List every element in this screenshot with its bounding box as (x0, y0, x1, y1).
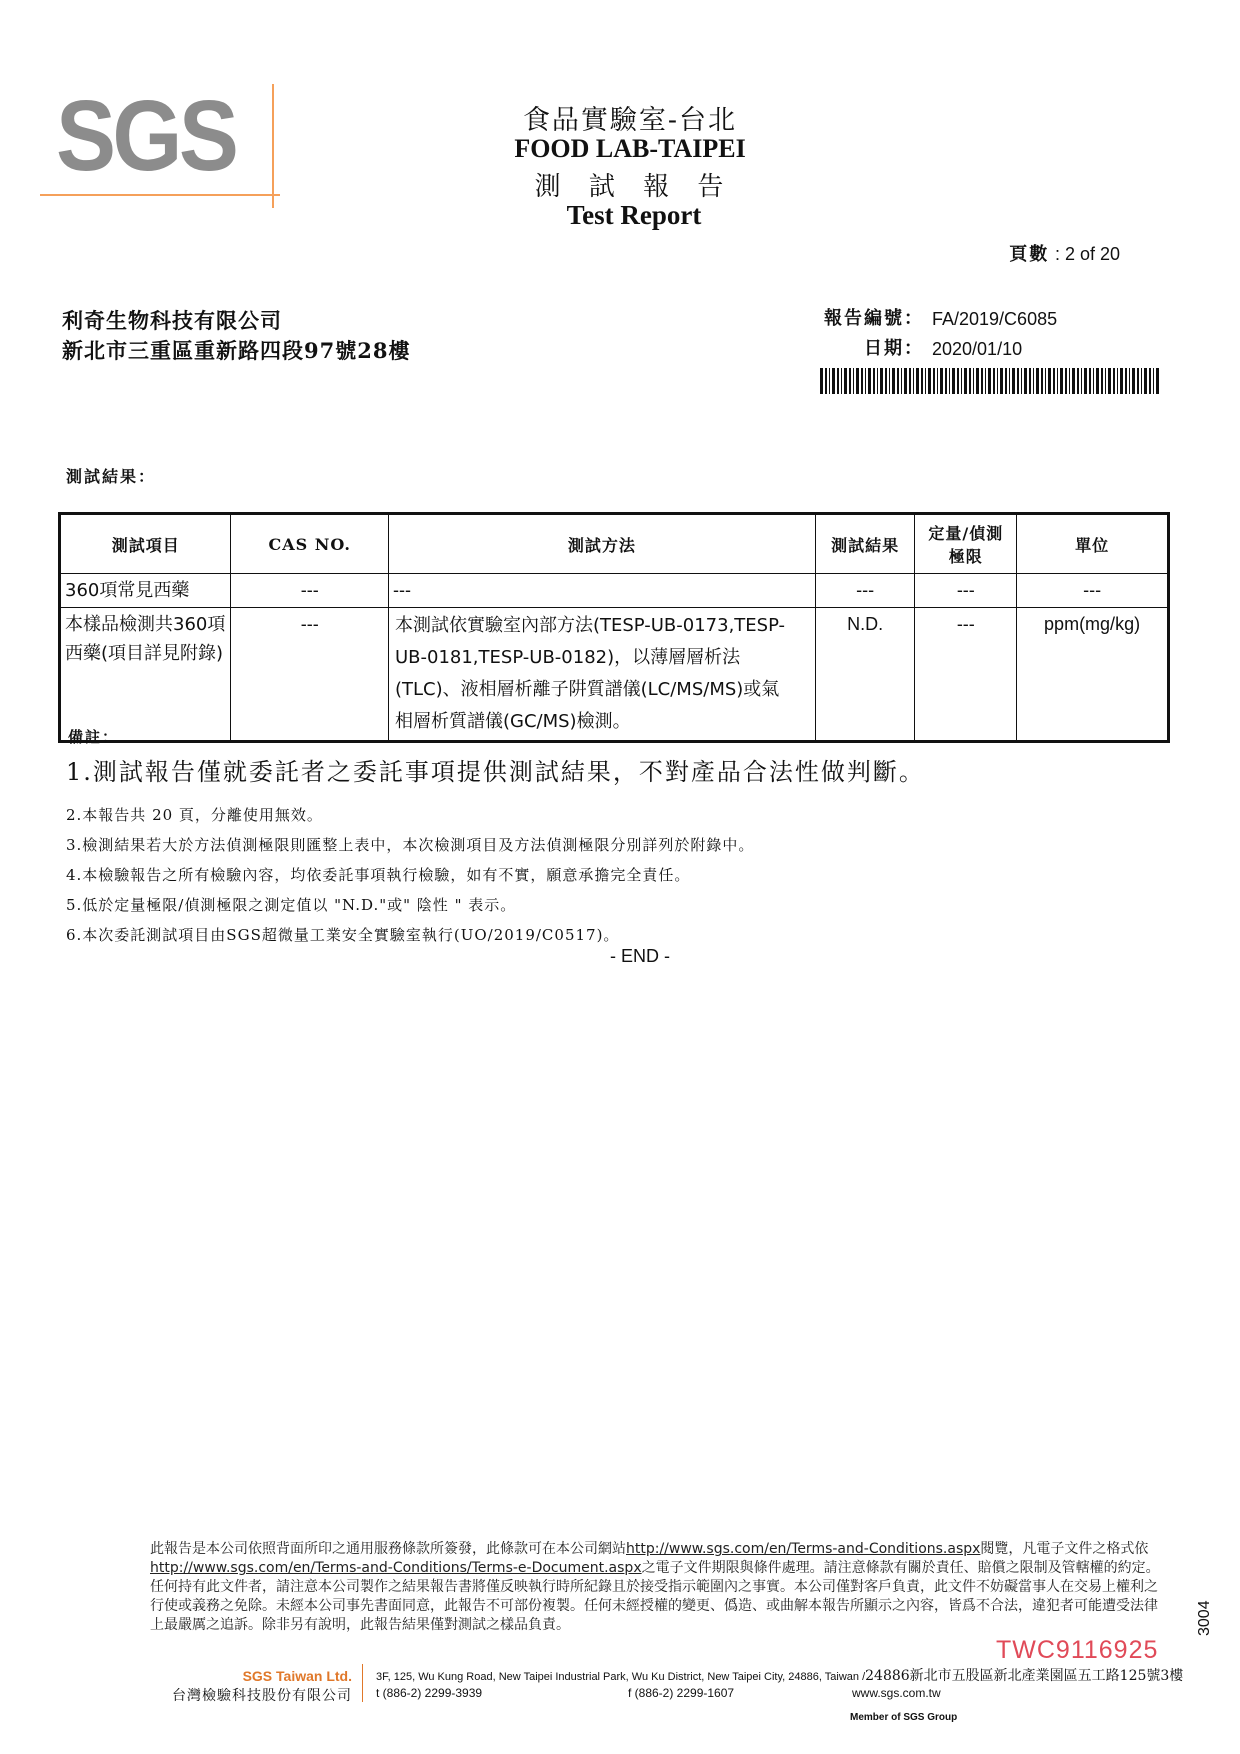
lab-title-en: FOOD LAB-TAIPEI (514, 134, 746, 163)
barcode-bar (841, 368, 842, 394)
e-document-terms-link[interactable]: http://www.sgs.com/en/Terms-and-Conditions/Terms-e-Document.aspx (150, 1560, 642, 1576)
header-result: 測試結果 (815, 514, 915, 574)
barcode-bar (856, 368, 859, 394)
table-row (60, 574, 1169, 608)
barcode-bar (873, 368, 875, 394)
footer-company (172, 1666, 352, 1706)
footer-fax: f (886-2) 2299-1607 (628, 1686, 735, 1700)
table-row (60, 608, 1169, 742)
address-cn: 24886新北市五股區新北產業園區五工路125號3樓 (865, 1668, 1184, 1684)
barcode-bar (952, 368, 955, 394)
header-item: 測試項目 (60, 514, 231, 574)
header-unit: 單位 (1017, 514, 1169, 574)
barcode-bar (1005, 368, 1007, 394)
barcode-bar (1021, 368, 1022, 394)
barcode-bar (1137, 368, 1139, 394)
footer-divider (362, 1664, 363, 1702)
barcode-bar (829, 368, 830, 394)
terms-link[interactable]: http://www.sgs.com/en/Terms-and-Conditions.aspx (626, 1541, 981, 1557)
header-method: 測試方法 (388, 514, 815, 574)
disclaimer-part-1: 此報告是本公司依照背面所印之通用服務條款所簽發，此條款可在本公司網站 (150, 1541, 626, 1557)
disclaimer (150, 1540, 1170, 1635)
barcode-bar (933, 368, 935, 394)
barcode-bar (993, 368, 995, 394)
barcode-bar (916, 368, 919, 394)
page-number-label: 頁數 (1009, 244, 1050, 265)
barcode-bar (1084, 368, 1087, 394)
barcode-bar (1081, 368, 1082, 394)
report-number-label: 報告編號： (824, 308, 924, 329)
disclaimer-part-3: 之電子文件期限與條件處理。請注意條款有關於責任、賠償之限制及管轄權的約定。任何持有此文件者，請注意本公司製作之結果報告書將僅反映執行時所紀錄且於接受指示範圍內之事實。本公司僅對客戶負責，此文件不妨礙當事人在交易上權利之行使或義務之免除。未經本公司事先書面同意，此報告不可部份複製。任何未經授權的變更、僞造、或曲解本報告所顯示之內容，皆爲不合法，違犯者可能遭受法律上最嚴厲之追訴。除非另有說明，此報告結果僅對測試之樣品負責。 (150, 1560, 1160, 1633)
barcode-bar (976, 368, 979, 394)
barcode-bar (1089, 368, 1091, 394)
barcode-bar (1113, 368, 1115, 394)
barcode-bar (1129, 368, 1130, 394)
barcode-bar (1041, 368, 1043, 394)
cell-limit: --- (915, 574, 1017, 608)
barcode-bar (1033, 368, 1034, 394)
barcode-bar (1093, 368, 1094, 394)
report-number: FA/2019/C6085 (932, 309, 1058, 329)
barcode-bar (865, 368, 866, 394)
barcode-bar (1012, 368, 1015, 394)
address-en: 3F, 125, Wu Kung Road, New Taipei Industrial Park, Wu Ku District, New Taipei City, 24886, Taiwan / (376, 1671, 866, 1683)
barcode-bar (1096, 368, 1099, 394)
report-date: 2020/01/10 (932, 339, 1023, 359)
page-number-value: : 2 of 20 (1054, 244, 1120, 264)
barcode-bar (961, 368, 962, 394)
barcode-bar (973, 368, 974, 394)
header-cas: CAS NO. (231, 514, 389, 574)
report-meta (820, 304, 1072, 364)
client-address: 新北市三重區重新路四段97號28樓 (62, 338, 411, 363)
barcode-bar (885, 368, 887, 394)
barcode-bar (969, 368, 971, 394)
report-title-cn: 測 試 報 告 (534, 172, 734, 202)
barcode-bar (1057, 368, 1058, 394)
barcode-bar (1017, 368, 1019, 394)
barcode-bar (1053, 368, 1055, 394)
serial-number: TWC9116925 (996, 1636, 1159, 1664)
cell-result: --- (815, 574, 915, 608)
barcode-bar (825, 368, 827, 394)
barcode-bar (1024, 368, 1027, 394)
barcode-bar (1077, 368, 1079, 394)
company-name-en: SGS Taiwan Ltd. (242, 1668, 352, 1684)
footer-website[interactable]: www.sgs.com.tw (852, 1686, 941, 1700)
report-date-label: 日期： (864, 338, 924, 359)
barcode-bar (925, 368, 926, 394)
cell-limit: --- (915, 608, 1017, 742)
barcode-bar (892, 368, 895, 394)
barcode-bar (853, 368, 854, 394)
results-title: 測試結果： (66, 467, 157, 486)
cell-method (388, 608, 815, 742)
barcode-bar (880, 368, 883, 394)
sgs-logo: SGS (56, 80, 236, 192)
barcode-bar (837, 368, 839, 394)
barcode-bar (937, 368, 938, 394)
notes-list (66, 800, 754, 950)
barcode-bar (945, 368, 947, 394)
page-number (1009, 240, 1120, 266)
barcode-bar (1141, 368, 1142, 394)
header-limit-line2: 極限 (948, 547, 983, 566)
footer-telephone: t (886-2) 2299-3939 (376, 1686, 483, 1700)
company-name-cn: 台灣檢驗科技股份有限公司 (172, 1688, 352, 1704)
cell-method-line3: (TLC)、液相層析離子阱質譜儀(LC/MS/MS)或氣 (394, 679, 780, 700)
barcode-bar (1144, 368, 1147, 394)
barcode-bar (988, 368, 991, 394)
cell-result: N.D. (815, 608, 915, 742)
barcode-bar (861, 368, 863, 394)
barcode-bar (868, 368, 871, 394)
lab-title-cn: 食品實驗室-台北 (522, 105, 738, 136)
note-4: 4.本檢驗報告之所有檢驗內容，均依委託事項執行檢驗，如有不實，願意承擔完全責任。 (66, 866, 691, 884)
barcode-bar (949, 368, 950, 394)
barcode-bar (889, 368, 890, 394)
barcode-bar (1000, 368, 1003, 394)
barcode-bar (1065, 368, 1067, 394)
barcode-bar (1153, 368, 1154, 394)
barcode-bar (1072, 368, 1075, 394)
barcode-bar (1036, 368, 1039, 394)
barcode-bar (901, 368, 902, 394)
barcode-bar (1101, 368, 1103, 394)
cell-cas: --- (231, 608, 389, 742)
barcode-bar (985, 368, 986, 394)
barcode-bar (1108, 368, 1111, 394)
barcode-bar (1045, 368, 1046, 394)
barcode-bar (1048, 368, 1051, 394)
table-header-row (60, 514, 1169, 574)
report-title-en: Test Report (566, 200, 702, 230)
barcode-bar (1132, 368, 1135, 394)
cell-unit: --- (1017, 574, 1169, 608)
barcode-bar (844, 368, 847, 394)
results-table (58, 512, 1170, 743)
barcode-bar (928, 368, 931, 394)
barcode-bar (957, 368, 959, 394)
barcode-bar (1117, 368, 1118, 394)
member-of-sgs: Member of SGS Group (850, 1712, 958, 1723)
cell-item-line1: 本樣品檢測共360項 (65, 614, 226, 635)
client-name: 利奇生物科技有限公司 (62, 308, 282, 333)
end-marker: - END - (610, 946, 670, 966)
barcode-bar (904, 368, 907, 394)
cell-cas: --- (231, 574, 389, 608)
barcode-bar (1125, 368, 1127, 394)
notes-title: 備註： (68, 728, 120, 746)
cell-method-line1: 本測試依實驗室內部方法(TESP-UB-0173,TESP- (394, 615, 786, 636)
barcode-bar (897, 368, 899, 394)
barcode-bar (997, 368, 998, 394)
cell-method-line4: 相層析質譜儀(GC/MS)檢測。 (394, 711, 631, 732)
cell-unit: ppm(mg/kg) (1017, 608, 1169, 742)
barcode-bar (820, 368, 823, 394)
cell-method: --- (388, 574, 815, 608)
barcode-bar (1149, 368, 1151, 394)
disclaimer-part-2: 閱覽，凡電子文件之格式依 (980, 1541, 1149, 1557)
header-limit (915, 514, 1017, 574)
barcode-bar (909, 368, 911, 394)
cell-item: 360項常見西藥 (60, 574, 231, 608)
note-3: 3.檢測結果若大於方法偵測極限則匯整上表中，本次檢測項目及方法偵測極限分別詳列於附錄中。 (66, 836, 755, 854)
side-number: 3004 (1196, 1600, 1213, 1636)
note-6: 6.本次委託測試項目由SGS超微量工業安全實驗室執行(UO/2019/C0517)。 (66, 926, 620, 944)
barcode-bar (849, 368, 851, 394)
barcode-bar (1105, 368, 1106, 394)
barcode (820, 368, 1160, 394)
header-limit-line1: 定量/偵測 (928, 524, 1004, 543)
note-1: 1.測試報告僅就委託者之委託事項提供測試結果，不對產品合法性做判斷。 (66, 758, 925, 786)
footer-address (376, 1666, 1183, 1687)
note-5: 5.低於定量極限/偵測極限之測定值以 "N.D."或" 陰性 " 表示。 (66, 896, 517, 914)
barcode-bar (1120, 368, 1123, 394)
cell-item (60, 608, 231, 742)
barcode-bar (913, 368, 914, 394)
barcode-bar (1029, 368, 1031, 394)
barcode-bar (1069, 368, 1070, 394)
barcode-bar (877, 368, 878, 394)
barcode-bar (1060, 368, 1063, 394)
barcode-bar (964, 368, 967, 394)
cell-method-line2: UB-0181,TESP-UB-0182)，以薄層層析法 (394, 647, 741, 668)
barcode-bar (921, 368, 923, 394)
barcode-bar (940, 368, 943, 394)
barcode-bar (981, 368, 983, 394)
cell-item-line2: 西藥(項目詳見附錄) (65, 643, 224, 664)
client-block (62, 306, 410, 366)
barcode-bar (1156, 368, 1159, 394)
barcode-bar (1009, 368, 1010, 394)
note-2: 2.本報告共 20 頁，分離使用無效。 (66, 806, 323, 824)
barcode-bar (832, 368, 835, 394)
